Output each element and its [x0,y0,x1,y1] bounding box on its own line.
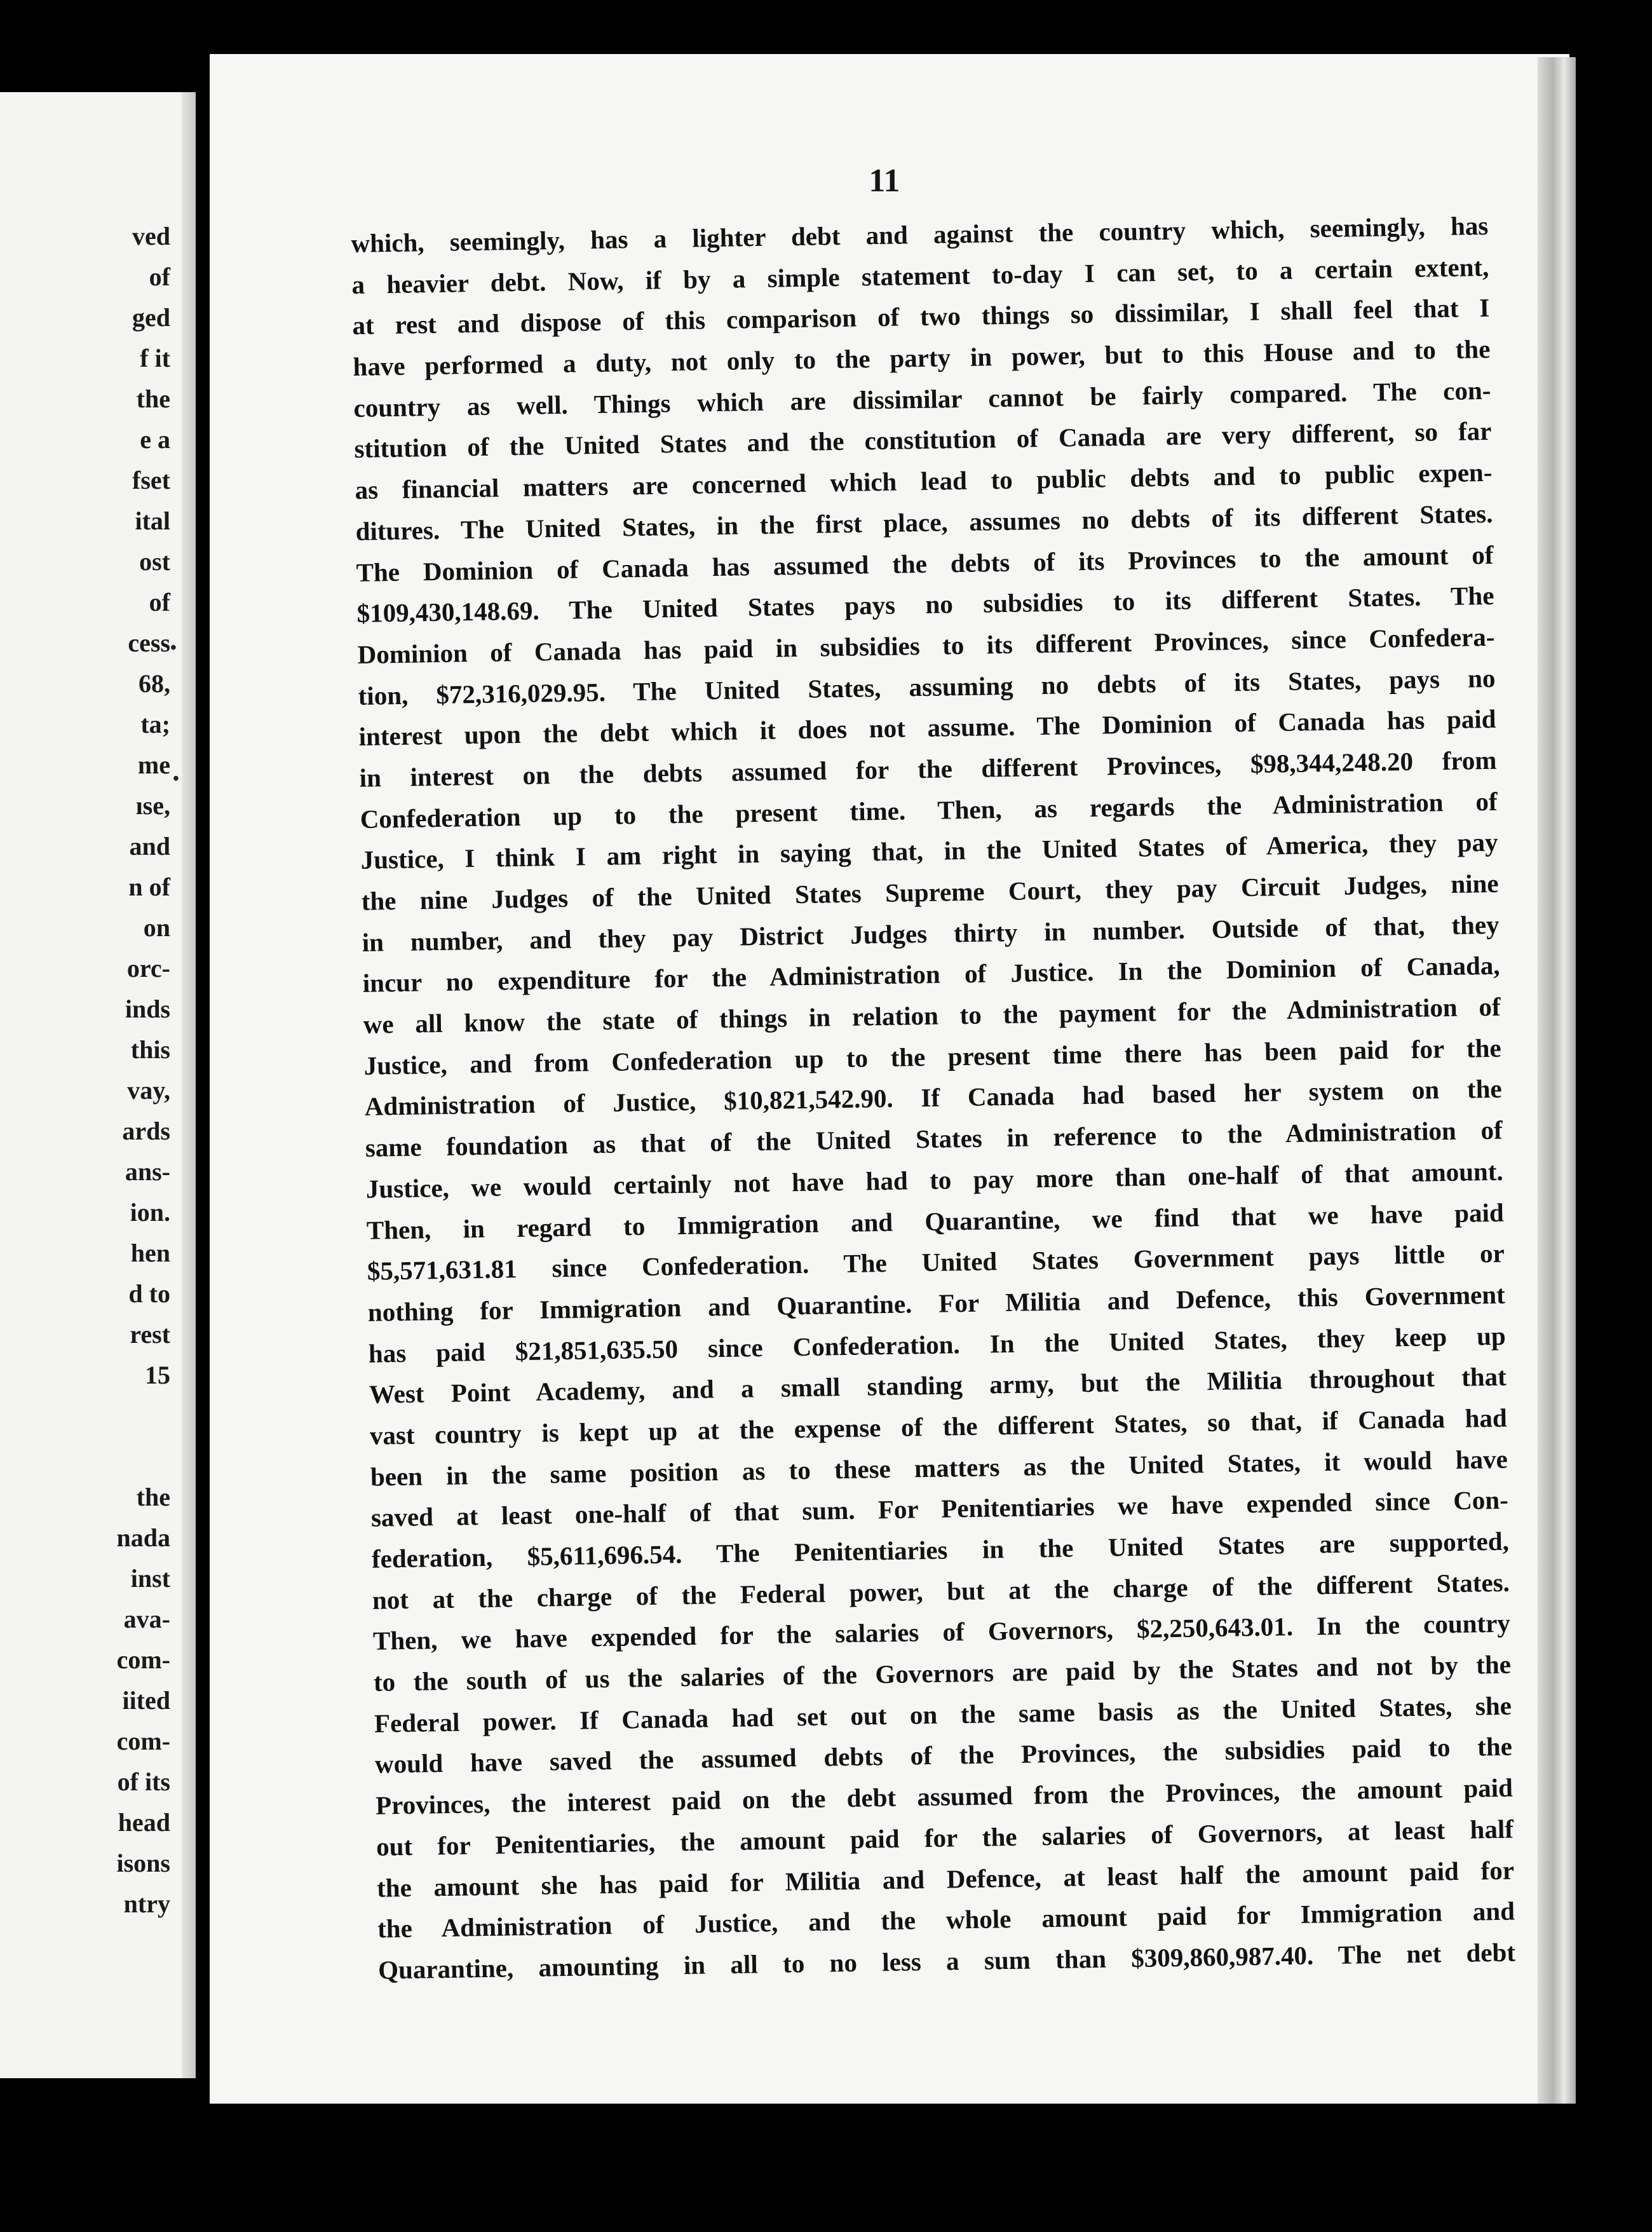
left-page-line-fragment: iited [122,1686,170,1715]
left-page-line-fragment: inst [130,1564,170,1593]
left-page-line-fragment: n of [128,873,170,901]
left-page-line-fragment: ıse, [135,791,170,820]
text-line: Federal power. If Canada had set out on the same basis as the United States, she [374,1691,1512,1738]
left-page-line-fragment: f it [140,344,170,372]
text-line: at rest and dispose of this comparison of two things so dissimilar, I shall feel that I [352,293,1490,341]
left-page-line-fragment: ged [132,303,170,332]
left-page-line-fragment: the [136,384,170,413]
text-line: $109,430,148.69. The United States pays no subsidies to its different States. The [356,580,1494,629]
left-page-line-fragment: vay, [127,1076,170,1105]
left-page-line-fragment: ta; [140,710,170,738]
left-page-line-fragment: cess [128,629,170,657]
left-page-line-fragment: com- [116,1645,170,1674]
text-line: Justice, and from Confederation up to the present time there has been paid for the [363,1033,1501,1080]
text-line: Administration of Justice, $10,821,542.90. If Canada had based her system on the [364,1074,1502,1122]
left-page-line-fragment: isons [116,1849,170,1877]
text-line: not at the charge of the Federal power, but at the charge of the different States. [372,1567,1510,1615]
text-line: the amount she has paid for Militia and Defence, at least half the amount paid for [376,1855,1515,1903]
text-line: has paid $21,851,635.50 since Confederation. In the United States, they keep up [368,1321,1506,1368]
left-page-line-fragment: and [129,832,170,861]
text-line: would have saved the assumed debts of the Provinces, the subsidies paid to the [374,1732,1513,1779]
left-page-line-fragment: ntry [123,1889,170,1918]
text-line: Quarantine, amounting in all to no less a sum than $309,860,987.40. The net debt [377,1937,1516,1985]
left-page-line-fragment: ved [132,222,170,250]
left-page-line-fragment: ans- [125,1157,170,1186]
text-line: The Dominion of Canada has assumed the debts of its Provinces to the amount of [356,540,1494,587]
left-page-line-fragment: d to [128,1279,170,1308]
text-line: saved at least one-half of that sum. For Penitentiaries we have expended since Con- [370,1485,1509,1533]
text-line: been in the same position as to these matters as the United States, it would have [370,1444,1508,1492]
ink-mark: • [170,638,177,658]
text-line: vast country is kept up at the expense of the different States, so that, if Canada had [369,1403,1508,1450]
text-line: country as well. Things which are dissimilar cannot be fairly compared. The con- [353,375,1491,423]
left-page-line-fragment [43,1396,170,1436]
text-line: interest upon the debt which it does not assume. The Dominion of Canada has paid [358,704,1496,752]
page-body-text [351,205,1515,1990]
text-line: to the south of us the salaries of the Governors are paid by the States and not by the [373,1649,1512,1697]
left-page-line-fragment: head [118,1808,170,1837]
ink-mark: • [173,769,179,789]
text-line: Then, in regard to Immigration and Quarantine, we find that we have paid [366,1197,1505,1245]
text-line: Dominion of Canada has paid in subsidies to its different Provinces, since Confedera- [357,622,1495,669]
left-page-fragment [0,92,196,2078]
left-page-line-fragment: the [136,1483,170,1511]
text-line: which, seemingly, has a lighter debt and against the country which, seemingly, has [351,210,1489,258]
text-line: Justice, we would certainly not have had to pay more than one-half of that amount. [365,1156,1504,1204]
left-page-line-fragment: on [143,913,170,942]
text-line: stitution of the United States and the constitution of Canada are very different, so far [354,416,1492,464]
left-page-line-fragment [43,1436,170,1477]
left-page-line-fragment: ion. [130,1198,170,1227]
left-page-line-fragment: 15 [145,1361,170,1389]
left-page-line-fragment: me [137,751,170,779]
left-page-line-fragment: rest [130,1320,170,1349]
text-line: we all know the state of things in relation to the payment for the Administration of [363,991,1501,1039]
left-page-line-fragment: hen [130,1239,170,1267]
text-line: tion, $72,316,029.95. The United States, assuming no debts of its States, pays no [358,663,1496,711]
text-line: ditures. The United States, in the first place, assumes no debts of its different States. [355,498,1493,546]
text-line: as financial matters are concerned which lead to public debts and to public expen- [355,457,1493,505]
left-page-line-fragment: orc- [126,954,170,983]
text-line: nothing for Immigration and Quarantine. For Militia and Defence, this Government [367,1279,1506,1327]
left-page-line-fragment: 68, [139,669,170,698]
text-line: the Administration of Justice, and the whole amount paid for Immigration and [377,1896,1515,1943]
text-line: Confederation up to the present time. Then, as regards the Administration of [360,786,1498,834]
left-page-line-fragment: ital [135,507,170,535]
text-line: in interest on the debts assumed for the different Provinces, $98,344,248.20 from [359,745,1497,793]
text-line: same foundation as that of the United States in reference to the Administration of [365,1115,1503,1162]
left-page-line-fragment: of [149,588,170,616]
text-line: a heavier debt. Now, if by a simple statement to-day I can set, to a certain extent, [351,252,1489,299]
page-number: 11 [869,163,900,199]
left-page-line-fragment: inds [125,995,170,1023]
text-line: Justice, I think I am right in saying that, in the United States of America, they pay [360,827,1498,875]
left-page-line-fragment: com- [116,1727,170,1755]
left-page-line-fragment: of its [117,1767,170,1796]
left-page-line-fragment: fset [132,466,170,494]
text-line: have performed a duty, not only to the party in power, but to this House and to the [353,334,1491,382]
left-page-text-column [43,216,170,1924]
text-line: in number, and they pay District Judges thirty in number. Outside of that, they [362,909,1500,957]
text-line: out for Penitentiaries, the amount paid for the salaries of Governors, at least half [376,1814,1514,1861]
left-page-line-fragment: e a [140,425,170,454]
left-page-line-fragment: nada [116,1523,170,1552]
text-line: federation, $5,611,696.54. The Penitentiaries in the United States are supported, [371,1526,1510,1574]
left-page-line-fragment: of [149,262,170,291]
text-line: Provinces, the interest paid on the debt assumed from the Provinces, the amount paid [375,1773,1513,1820]
text-line: incur no expenditure for the Administration of Justice. In the Dominion of Canada, [362,951,1500,998]
left-page-line-fragment: ards [122,1117,170,1145]
left-page-line-fragment: this [130,1035,170,1064]
text-line: Then, we have expended for the salaries of Governors, $2,250,643.01. In the country [372,1608,1511,1656]
left-page-line-fragment: ost [139,547,170,576]
page-edge-stack [1538,57,1576,2104]
book-page [210,54,1569,2104]
left-page-gutter [182,92,196,2078]
left-page-line-fragment: ava- [123,1605,170,1633]
text-line: West Point Academy, and a small standing army, but the Militia throughout that [369,1361,1507,1410]
text-line: $5,571,631.81 since Confederation. The United States Government pays little or [367,1238,1505,1286]
text-line: the nine Judges of the United States Supreme Court, they pay Circuit Judges, nine [361,868,1499,916]
